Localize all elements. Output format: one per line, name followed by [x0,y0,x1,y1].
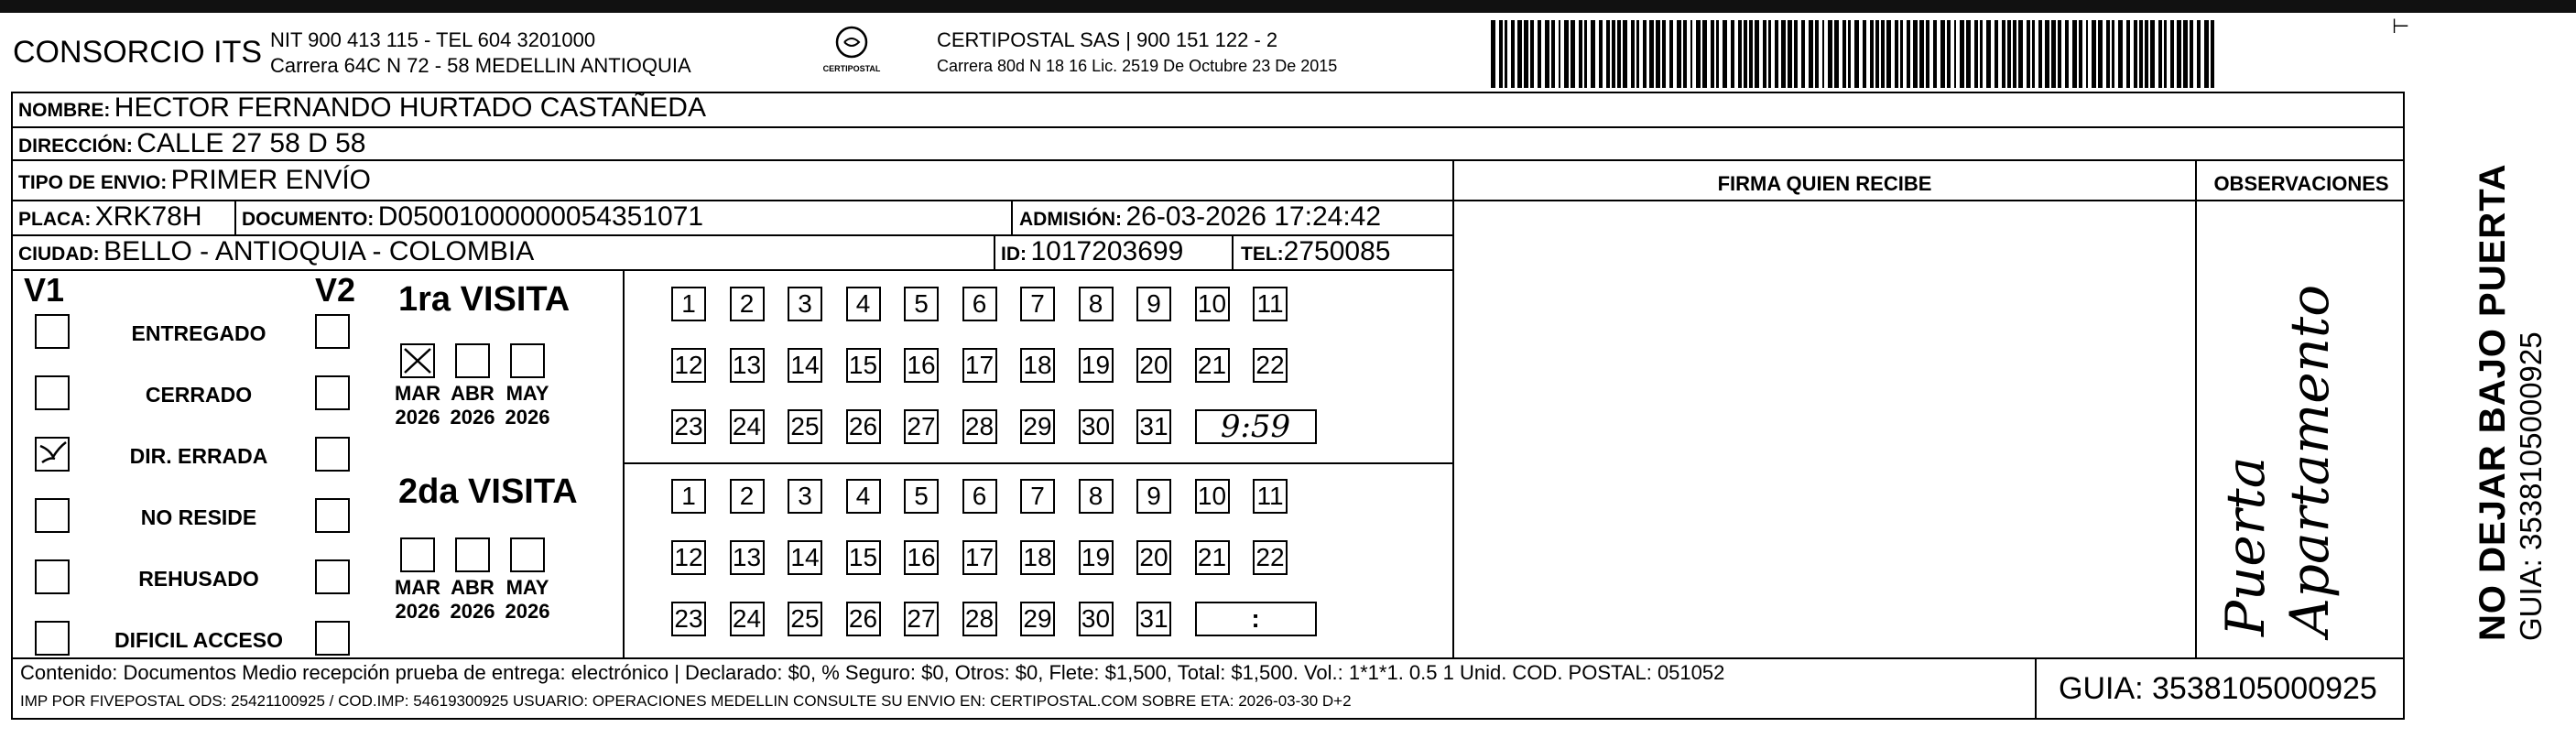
visit2-month-checkbox[interactable] [455,537,490,572]
barcode-bar [1636,20,1639,88]
barcode-bar [2204,20,2209,88]
v1-checkbox[interactable] [35,498,70,533]
divider [1452,161,1454,657]
barcode-bar [2134,20,2137,88]
signature-header: FIRMA QUIEN RECIBE [1717,172,1932,195]
day-box[interactable]: 8 [1079,479,1114,514]
day-box[interactable]: 20 [1136,348,1171,383]
day-box[interactable]: 7 [1020,287,1055,321]
name-label: NOMBRE: [18,100,111,121]
visit1-month-checkbox[interactable] [455,343,490,378]
barcode-bar [1731,20,1734,88]
barcode-bar [1980,20,1983,88]
barcode-bar [1907,20,1910,88]
barcode-bar [1656,20,1660,88]
year-label: 2026 [505,406,550,429]
barcode-bar [1571,20,1575,88]
day-box[interactable]: 28 [962,409,997,444]
barcode-bar [1822,20,1824,88]
barcode-bar [1994,20,1998,88]
year-label: 2026 [450,406,495,429]
v2-checkbox[interactable] [315,437,350,472]
handwriting-line-2: Apartamento [2278,284,2341,636]
barcode-bar [1545,20,1549,88]
barcode-bar [2002,20,2005,88]
barcode-bar [1919,20,1924,88]
barcode-bar [2007,20,2011,88]
day-box[interactable]: 25 [788,409,822,444]
certipostal-logo [810,24,893,79]
divider [2035,657,2037,720]
day-box[interactable]: 3 [788,479,822,514]
barcode-bar [2045,20,2049,88]
barcode-bar [1511,20,1515,88]
side-guia: GUIA: 3538105000925 [2514,331,2548,641]
document-value: D05001000000054351071 [377,201,704,232]
month-label: ABR [451,382,495,405]
year-label: 2026 [450,600,495,623]
visit2-month-checkbox[interactable] [510,537,545,572]
year-label: 2026 [395,406,440,429]
tel-field [1241,236,1390,267]
day-box[interactable]: 22 [1253,348,1288,383]
barcode-bar [1870,20,1874,88]
barcode-bar [1763,20,1766,88]
v1-checkbox[interactable] [35,621,70,656]
day-box[interactable]: 15 [846,348,881,383]
barcode-bar [2170,20,2174,88]
barcode-bar [1591,20,1595,88]
plate-value: XRK78H [94,201,202,232]
barcode-bar [1524,20,1528,88]
barcode-bar [2027,20,2030,88]
barcode-bar [2065,20,2069,88]
barcode-bar [2072,20,2077,88]
barcode-bar [1781,20,1786,88]
barcode [1491,20,2219,88]
visit2-time-box[interactable]: : [1195,602,1317,636]
day-box[interactable]: 17 [962,540,997,575]
barcode-bar [2038,20,2042,88]
day-box[interactable]: 12 [671,540,706,575]
day-box[interactable]: 19 [1079,348,1114,383]
corner-mark: ⊢ [2392,15,2410,38]
barcode-bar [1854,20,1859,88]
divider [234,200,236,234]
barcode-bar [1690,20,1692,88]
day-box[interactable]: 2 [730,287,765,321]
barcode-bar [1940,20,1945,88]
barcode-bar [2058,20,2061,88]
barcode-bar [1617,20,1621,88]
barcode-bar [1559,20,1560,88]
day-box[interactable]: 9 [1136,479,1171,514]
document-field [242,201,703,233]
divider [11,657,2405,659]
month-label: MAR [394,576,441,599]
v2-checkbox[interactable] [315,498,350,533]
barcode-bar [1863,20,1866,88]
barcode-bar [2098,20,2103,88]
handwriting-line-1: Puerta [2214,456,2277,636]
address-row [18,128,365,159]
imp-line: IMP POR FIVEPOSTAL ODS: 25421100925 / COD.IMP: 54619300925 USUARIO: OPERACIONES MEDELLIN CONSULTE SU ENVIO EN: CERTIPOSTAL.COM SOBRE ETA: 2026-03-30 D+2 [20,692,1352,710]
barcode-bar [1716,20,1719,88]
v2-label: V2 [315,271,356,309]
day-box[interactable]: 27 [904,409,939,444]
barcode-bar [1696,20,1701,88]
barcode-bar [1788,20,1792,88]
day-box[interactable]: 6 [962,479,997,514]
v1-checkbox[interactable] [35,437,70,472]
barcode-bar [1895,20,1898,88]
barcode-bar [2197,20,2201,88]
day-box[interactable]: 27 [904,602,939,636]
day-box[interactable]: 1 [671,479,706,514]
barcode-bar [1623,20,1627,88]
v2-checkbox[interactable] [315,314,350,349]
visit1-month-checkbox[interactable] [400,343,435,378]
barcode-bar [1926,20,1929,88]
day-box[interactable]: 2 [730,479,765,514]
month-label: ABR [451,576,495,599]
barcode-bar [1631,20,1635,88]
status-label: DIFICIL ACCESO [114,628,283,652]
day-box[interactable]: 3 [788,287,822,321]
day-box[interactable]: 26 [846,602,881,636]
barcode-bar [1947,20,1951,88]
barcode-bar [1886,20,1891,88]
type-label: TIPO DE ENVIO: [18,172,168,193]
divider [623,462,1454,464]
status-label: REHUSADO [138,567,259,591]
day-box[interactable]: 8 [1079,287,1114,321]
barcode-bar [2190,20,2193,88]
barcode-bar [1966,20,1971,88]
observations-header: OBSERVACIONES [2213,172,2389,195]
tel-value: 2750085 [1283,236,1391,266]
barcode-bar [1749,20,1753,88]
divider [1011,200,1013,234]
barcode-bar [1768,20,1771,88]
day-box[interactable]: 13 [730,540,765,575]
barcode-bar [1606,20,1610,88]
footer-guia: GUIA: 3538105000925 [2059,671,2377,706]
divider [1232,234,1234,269]
day-box[interactable]: 1 [671,287,706,321]
day-box[interactable]: 4 [846,287,881,321]
barcode-bar [1933,20,1937,88]
barcode-bar [2150,20,2155,88]
barcode-bar [2158,20,2162,88]
barcode-bar [1551,20,1555,88]
side-warning [2473,163,2549,641]
divider [11,269,1454,271]
barcode-bar [1662,20,1666,88]
barcode-bar [1900,20,1903,88]
day-box[interactable]: 23 [671,602,706,636]
barcode-bar [2079,20,2082,88]
day-box[interactable]: 30 [1079,602,1114,636]
nit-line: NIT 900 413 115 - TEL 604 3201000 [270,28,596,51]
barcode-bar [2051,20,2056,88]
status-label: ENTREGADO [131,321,266,345]
address-label: DIRECCIÓN: [18,136,133,157]
v1-checkbox[interactable] [35,559,70,594]
day-box[interactable]: 17 [962,348,997,383]
no-under-door-warning: NO DEJAR BAJO PUERTA [2473,163,2513,641]
barcode-bar [1579,20,1582,88]
day-box[interactable]: 11 [1253,479,1288,514]
barcode-bar [1986,20,1991,88]
day-box[interactable]: 10 [1195,287,1230,321]
barcode-bar [1842,20,1846,88]
day-box[interactable]: 5 [904,287,939,321]
day-box[interactable]: 16 [904,348,939,383]
admission-label: ADMISIÓN: [1019,209,1122,230]
day-box[interactable]: 15 [846,540,881,575]
visit1-month-checkbox[interactable] [510,343,545,378]
barcode-bar [1723,20,1727,88]
barcode-bar [1974,20,1978,88]
barcode-bar [1711,20,1714,88]
day-box[interactable]: 5 [904,479,939,514]
barcode-bar [2145,20,2148,88]
barcode-bar [2032,20,2035,88]
admission-field [1019,201,1381,233]
type-row [18,165,371,196]
visit1-time-box[interactable]: 9:59 [1195,409,1317,444]
day-box[interactable]: 16 [904,540,939,575]
barcode-bar [2086,20,2088,88]
day-box[interactable]: 22 [1253,540,1288,575]
barcode-bar [1801,20,1805,88]
barcode-bar [1643,20,1647,88]
divider [623,269,625,657]
divider [11,126,2405,128]
v1-checkbox[interactable] [35,314,70,349]
barcode-bar [1848,20,1851,88]
barcode-bar [1538,20,1541,88]
city-field [18,236,534,267]
barcode-bar [1677,20,1681,88]
barcode-bar [1775,20,1778,88]
day-box[interactable]: 13 [730,348,765,383]
barcode-bar [1834,20,1839,88]
id-label: ID: [1001,244,1027,265]
barcode-bar [2092,20,2096,88]
name-value: HECTOR FERNANDO HURTADO CASTAÑEDA [114,92,706,123]
year-label: 2026 [395,600,440,623]
barcode-bar [1564,20,1569,88]
barcode-bar [2139,20,2143,88]
day-box[interactable]: 10 [1195,479,1230,514]
barcode-bar [1505,20,1507,88]
license-line: Carrera 80d N 18 16 Lic. 2519 De Octubre 23 De 2015 [937,57,1338,75]
day-box[interactable]: 24 [730,602,765,636]
observations-handwriting [2200,206,2401,655]
barcode-bar [1702,20,1707,88]
plate-label: PLACA: [18,209,92,230]
city-label: CIUDAD: [18,244,100,265]
divider [994,234,995,269]
company-address: Carrera 64C N 72 - 58 MEDELLIN ANTIOQUIA [270,54,691,77]
document-label: DOCUMENTO: [242,209,375,230]
barcode-bar [1599,20,1603,88]
month-label: MAR [394,382,441,405]
day-box[interactable]: 23 [671,409,706,444]
v2-checkbox[interactable] [315,375,350,410]
barcode-bar [1828,20,1832,88]
barcode-bar [1794,20,1798,88]
barcode-bar [1960,20,1964,88]
day-box[interactable]: 18 [1020,540,1055,575]
status-label: DIR. ERRADA [129,444,268,468]
month-label: MAY [505,576,549,599]
barcode-bar [1744,20,1747,88]
barcode-bar [1649,20,1654,88]
address-value: CALLE 27 58 D 58 [136,128,366,158]
visit2-month-checkbox[interactable] [400,537,435,572]
barcode-bar [1881,20,1885,88]
barcode-bar [1683,20,1687,88]
divider [11,159,2405,161]
contents-line: Contenido: Documentos Medio recepción prueba de entrega: electrónico | Declarado: $0, % Seguro: $0, Otros: $0, Flete: $1,500, Total: $1,500. Vol.: 1*1*1. 0.5 1 Unid. COD. POSTAL: 051052 [20,661,1725,684]
day-box[interactable]: 4 [846,479,881,514]
day-box[interactable]: 31 [1136,602,1171,636]
v2-checkbox[interactable] [315,621,350,656]
year-label: 2026 [505,600,550,623]
barcode-bar [2106,20,2110,88]
day-box[interactable]: 29 [1020,409,1055,444]
month-label: MAY [505,382,549,405]
barcode-bar [1755,20,1759,88]
day-box[interactable]: 21 [1195,348,1230,383]
barcode-bar [1530,20,1534,88]
barcode-bar [2126,20,2130,88]
logo-wordmark: CERTIPOSTAL [822,64,881,73]
day-box[interactable]: 20 [1136,540,1171,575]
barcode-bar [1738,20,1742,88]
day-box[interactable]: 28 [962,602,997,636]
day-box[interactable]: 14 [788,348,822,383]
visit2-title: 2da VISITA [398,472,578,511]
v1-label: V1 [24,271,65,309]
day-box[interactable]: 7 [1020,479,1055,514]
barcode-bar [1669,20,1673,88]
barcode-bar [1815,20,1819,88]
day-box[interactable]: 19 [1079,540,1114,575]
barcode-bar [1809,20,1813,88]
company-contact [270,27,691,79]
type-value: PRIMER ENVÍO [170,165,372,195]
top-border-bar [0,0,2576,13]
barcode-bar [1491,20,1495,88]
day-box[interactable]: 6 [962,287,997,321]
day-box[interactable]: 25 [788,602,822,636]
tel-label: TEL: [1241,244,1284,265]
status-label: CERRADO [145,383,253,407]
status-label: NO RESIDE [140,505,257,529]
name-row [18,92,706,124]
barcode-bar [1584,20,1587,88]
day-box[interactable]: 11 [1253,287,1288,321]
barcode-bar [2177,20,2181,88]
day-box[interactable]: 26 [846,409,881,444]
barcode-bar [1499,20,1503,88]
id-field [1001,236,1183,267]
barcode-bar [1612,20,1615,88]
barcode-bar [2164,20,2167,88]
barcode-bar [2013,20,2016,88]
id-value: 1017203699 [1030,236,1184,266]
v2-checkbox[interactable] [315,559,350,594]
barcode-bar [2112,20,2114,88]
day-box[interactable]: 14 [788,540,822,575]
company-name: CONSORCIO ITS [13,35,263,70]
day-box[interactable]: 12 [671,348,706,383]
day-box[interactable]: 21 [1195,540,1230,575]
visit1-title: 1ra VISITA [398,280,571,319]
day-box[interactable]: 18 [1020,348,1055,383]
barcode-bar [2118,20,2123,88]
certipostal-line: CERTIPOSTAL SAS | 900 151 122 - 2 [937,28,1278,51]
v1-checkbox[interactable] [35,375,70,410]
barcode-bar [2211,20,2214,88]
barcode-bar [1954,20,1956,88]
admission-value: 26-03-2026 17:24:42 [1125,201,1382,232]
barcode-bar [1913,20,1918,88]
day-box[interactable]: 30 [1079,409,1114,444]
barcode-bar [1517,20,1522,88]
barcode-bar [1875,20,1879,88]
city-value: BELLO - ANTIOQUIA - COLOMBIA [103,236,535,266]
divider [2195,161,2197,657]
barcode-bar [2183,20,2188,88]
day-box[interactable]: 9 [1136,287,1171,321]
day-box[interactable]: 24 [730,409,765,444]
certipostal-info [937,27,1337,79]
day-box[interactable]: 31 [1136,409,1171,444]
barcode-bar [2018,20,2023,88]
plate-field [18,201,202,233]
day-box[interactable]: 29 [1020,602,1055,636]
